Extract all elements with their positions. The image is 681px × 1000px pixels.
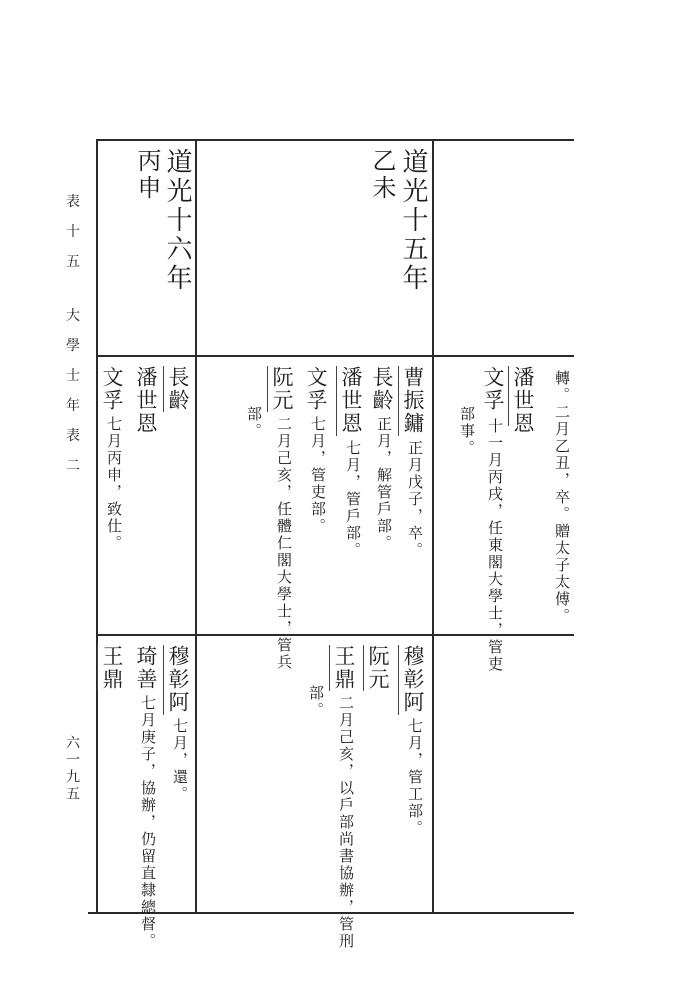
entry-note: 七月，管工部。	[406, 718, 424, 837]
name-mark	[163, 366, 164, 412]
entry-note: 部事。	[458, 406, 476, 457]
name-mark	[508, 366, 509, 426]
title-char: 學	[66, 338, 80, 354]
entry-note: 七月，還。	[171, 718, 189, 803]
ganzhi-cell-15: 乙未	[368, 148, 396, 202]
title-char: 士	[66, 368, 80, 384]
entry-name: 穆彰阿	[401, 645, 425, 714]
name-mark	[329, 645, 330, 691]
entry-name: 曹振鏞	[401, 366, 425, 435]
entry-name: 王鼎	[332, 645, 356, 691]
entry-note: 七月丙申，致仕。	[105, 416, 123, 552]
title-char: 年	[66, 398, 80, 414]
entry-note: 部。	[245, 406, 263, 440]
ganzhi-cell-16: 丙申	[133, 148, 161, 202]
entry-note: 七月庚子，協辦，仍留直隸總督。	[139, 695, 157, 950]
name-mark	[363, 645, 364, 691]
rule-left	[96, 139, 98, 912]
entry-note: 正月戊子，卒。	[406, 440, 424, 559]
rule-col2	[432, 139, 434, 912]
entry-name: 長齡	[166, 366, 190, 412]
entry-name: 潘世恩	[511, 366, 535, 435]
title-char: 十	[66, 224, 80, 240]
rule-bottom	[88, 912, 574, 914]
entry-name: 阮元	[366, 645, 390, 691]
entry-note: 二月己亥，以戶部尚書協辦，管刑	[337, 695, 355, 950]
entry-note: 二月己亥，任體仁閣大學士，管兵	[275, 416, 293, 671]
entry-name: 潘世恩	[134, 366, 158, 435]
year-cell-15: 道光十五年	[398, 148, 428, 293]
entry-note: 轉。二月乙丑，卒。贈太子太傅。	[553, 370, 571, 625]
entry-name: 王鼎	[100, 645, 124, 691]
title-char: 表	[66, 194, 80, 210]
name-mark	[163, 645, 164, 715]
rule-top	[96, 139, 574, 141]
entry-note: 七月，管吏部。	[309, 416, 327, 535]
entry-name: 文孚	[304, 366, 328, 412]
entry-name: 長齡	[370, 366, 394, 412]
entry-name: 文孚	[100, 366, 124, 412]
page-number: 六一九五	[64, 735, 80, 803]
title-char: 表	[66, 428, 80, 444]
entry-name: 穆彰阿	[166, 645, 190, 714]
entry-note: 七月，管戶部。	[344, 440, 362, 559]
entry-note: 部。	[307, 685, 325, 719]
entry-name: 琦善	[134, 645, 158, 691]
name-mark	[97, 645, 98, 691]
running-title	[64, 193, 82, 487]
entry-name: 潘世恩	[339, 366, 363, 435]
entry-note: 正月，解管戶部。	[375, 416, 393, 552]
name-mark	[336, 366, 337, 436]
entry-name: 文孚	[481, 366, 505, 412]
title-char: 大	[66, 308, 80, 324]
entry-name: 阮元	[270, 366, 294, 412]
name-mark	[398, 366, 399, 436]
name-mark	[267, 366, 268, 412]
title-char: 五	[66, 254, 80, 270]
rule-row1	[96, 355, 574, 357]
entry-note: 十一月丙戌，任東閣大學士，管吏	[486, 418, 504, 673]
title-char: 二	[66, 458, 80, 474]
year-cell-16: 道光十六年	[162, 148, 192, 293]
rule-col1	[195, 139, 197, 912]
name-mark	[398, 645, 399, 715]
